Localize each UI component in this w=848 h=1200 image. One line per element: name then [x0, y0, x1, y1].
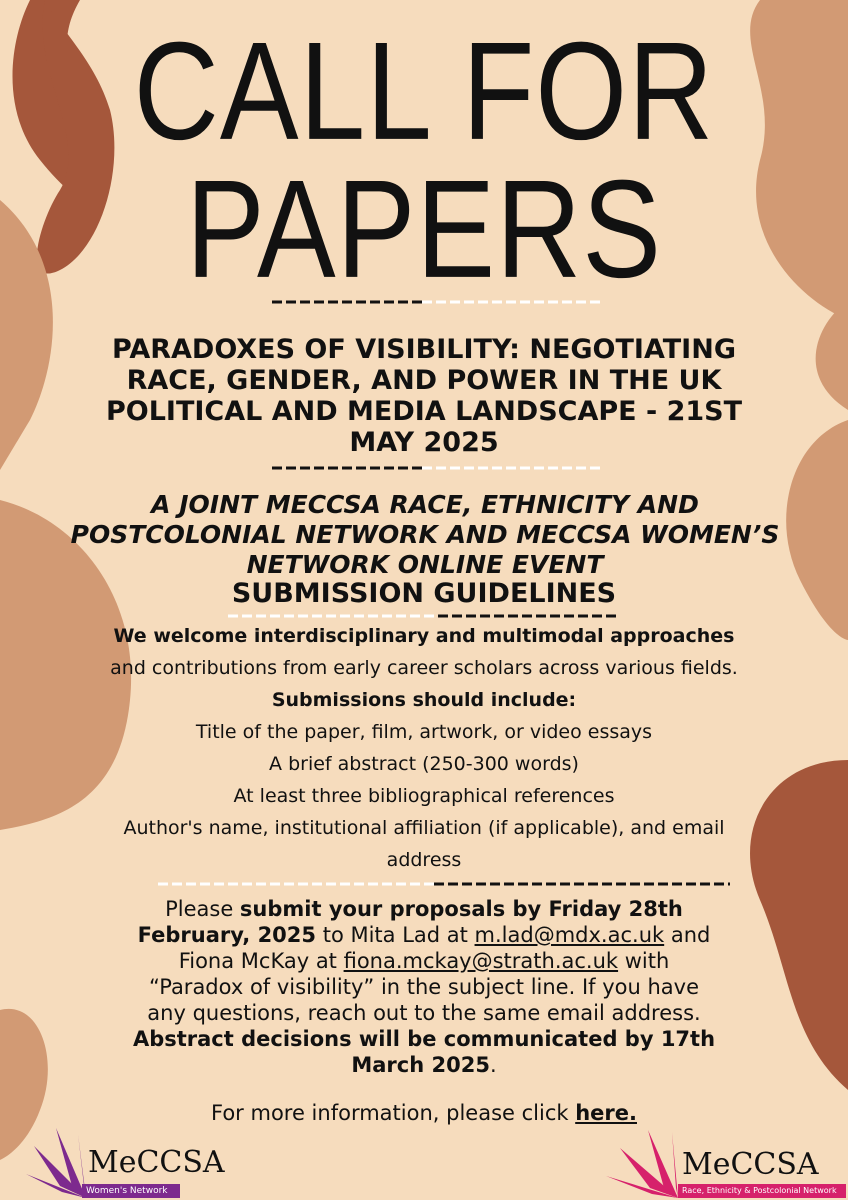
submit-text: to Mita Lad at [316, 923, 475, 947]
guideline-item: A brief abstract (250-300 words) [269, 753, 579, 775]
title-line-1: CALL FOR [133, 13, 715, 170]
email-link-mita[interactable]: m.lad@mdx.ac.uk [474, 923, 665, 947]
more-info-text: For more information, please click [211, 1101, 576, 1125]
submission-info [130, 896, 718, 1078]
meccsa-womens-network-logo [26, 1128, 236, 1200]
more-info [0, 1100, 848, 1126]
network-description: A JOINT MECCSA RACE, ETHNICITY AND POSTCOLONIAL NETWORK AND MECCSA WOMEN’S NETWORK ONLINE EVENT [70, 490, 780, 579]
include-bold: Submissions should include: [271, 689, 577, 711]
guidelines-heading: SUBMISSION GUIDELINES [231, 578, 617, 609]
email-link-fiona[interactable]: fiona.mckay@strath.ac.uk [343, 949, 619, 973]
guidelines-body [110, 620, 738, 876]
starburst-icon [606, 1128, 686, 1200]
logo-band: Race, Ethnicity & Postcolonial Network [678, 1184, 846, 1198]
logo-name: MeCCSA [682, 1147, 819, 1182]
title-line-2: PAPERS [186, 151, 662, 308]
event-title: PARADOXES OF VISIBILITY: NEGOTIATING RACE, GENDER, AND POWER IN THE UK POLITICAL AND MEDIA LANDSCAPE - 21ST MAY 2025 [105, 334, 743, 458]
logo-name: MeCCSA [88, 1145, 225, 1180]
divider-2 [272, 466, 602, 470]
guidelines-intro [110, 625, 738, 711]
here-link[interactable]: here. [575, 1101, 637, 1125]
logo-band: Women's Network [82, 1184, 180, 1198]
divider-1 [272, 300, 602, 304]
submit-text: . [489, 1053, 497, 1077]
intro-rest: and contributions from early career scholars across various fields. [110, 657, 738, 679]
divider-3 [228, 614, 620, 618]
meccsa-race-network-logo [606, 1128, 846, 1200]
intro-bold: We welcome interdisciplinary and multimodal approaches [113, 625, 735, 647]
guideline-item: Author's name, institutional affiliation (if applicable), and email address [123, 817, 725, 871]
deadline: submit your proposals by Friday 28th February, 2025 [137, 897, 683, 947]
divider-4 [158, 882, 730, 886]
decision-date: Abstract decisions will be communicated by 17th March 2025 [132, 1027, 716, 1077]
submit-text: Please [165, 897, 240, 921]
submit-text: and Fiona McKay at [178, 923, 711, 973]
guideline-item: Title of the paper, film, artwork, or video essays [195, 721, 653, 743]
submit-text: with “Paradox of visibility” in the subject line. If you have any questions, reach out to the same email address. [147, 949, 701, 1025]
guideline-item: At least three bibliographical references [233, 785, 615, 807]
